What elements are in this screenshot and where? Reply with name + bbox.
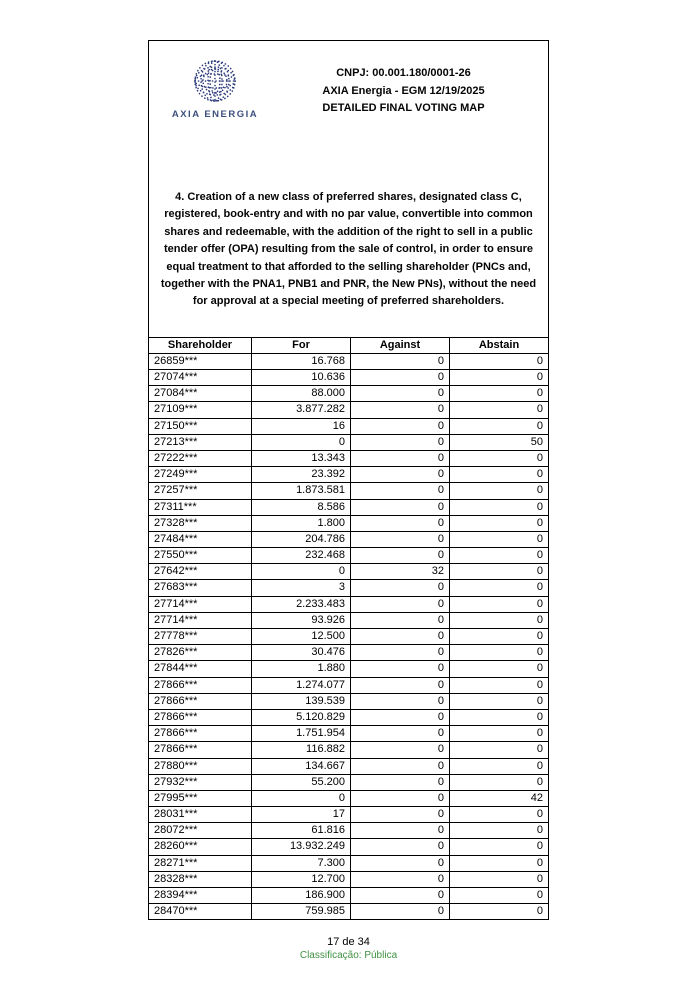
vote-value-cell: 139.539 (252, 693, 351, 709)
vote-value-cell: 0 (450, 839, 549, 855)
shareholder-cell: 27866*** (149, 677, 252, 693)
table-row (149, 596, 549, 612)
table-row (149, 402, 549, 418)
vote-value-cell: 0 (351, 774, 450, 790)
vote-value-cell: 12.700 (252, 871, 351, 887)
vote-value-cell: 0 (351, 418, 450, 434)
vote-value-cell: 1.274.077 (252, 677, 351, 693)
vote-value-cell: 17 (252, 807, 351, 823)
vote-value-cell: 0 (450, 450, 549, 466)
company-logo (163, 51, 267, 120)
vote-value-cell: 0 (252, 790, 351, 806)
vote-value-cell: 0 (351, 499, 450, 515)
vote-value-cell: 0 (450, 807, 549, 823)
shareholder-cell: 27222*** (149, 450, 252, 466)
vote-value-cell: 0 (351, 839, 450, 855)
voting-table-body (149, 353, 549, 920)
table-row (149, 483, 549, 499)
table-row (149, 353, 549, 369)
vote-value-cell: 1.800 (252, 515, 351, 531)
vote-value-cell: 0 (450, 774, 549, 790)
vote-value-cell: 1.880 (252, 661, 351, 677)
table-row (149, 515, 549, 531)
table-row (149, 677, 549, 693)
vote-value-cell: 55.200 (252, 774, 351, 790)
vote-value-cell: 7.300 (252, 855, 351, 871)
table-row (149, 742, 549, 758)
vote-value-cell: 0 (450, 709, 549, 725)
table-row (149, 774, 549, 790)
table-row (149, 386, 549, 402)
vote-value-cell: 0 (351, 629, 450, 645)
vote-value-cell: 0 (351, 596, 450, 612)
vote-value-cell: 16 (252, 418, 351, 434)
vote-value-cell: 0 (450, 855, 549, 871)
vote-value-cell: 13.343 (252, 450, 351, 466)
table-row (149, 418, 549, 434)
shareholder-cell: 27642*** (149, 564, 252, 580)
vote-value-cell: 61.816 (252, 823, 351, 839)
vote-value-cell: 0 (450, 483, 549, 499)
vote-value-cell: 0 (450, 693, 549, 709)
document-content-box (148, 40, 549, 920)
vote-value-cell: 0 (351, 645, 450, 661)
vote-value-cell: 50 (450, 434, 549, 450)
against-column-header: Against (351, 337, 450, 353)
vote-value-cell: 0 (450, 402, 549, 418)
table-row (149, 790, 549, 806)
table-row (149, 531, 549, 547)
table-row (149, 693, 549, 709)
vote-value-cell: 0 (450, 370, 549, 386)
vote-value-cell: 0 (450, 645, 549, 661)
abstain-column-header: Abstain (450, 337, 549, 353)
shareholder-cell: 28031*** (149, 807, 252, 823)
table-row (149, 645, 549, 661)
vote-value-cell: 0 (351, 742, 450, 758)
vote-value-cell: 0 (450, 629, 549, 645)
meeting-title-line: AXIA Energia - EGM 12/19/2025 (322, 84, 485, 97)
vote-value-cell: 0 (351, 450, 450, 466)
page-footer (148, 936, 549, 961)
shareholder-cell: 27257*** (149, 483, 252, 499)
vote-value-cell: 759.985 (252, 904, 351, 920)
table-row (149, 726, 549, 742)
vote-value-cell: 0 (450, 871, 549, 887)
table-row (149, 548, 549, 564)
vote-value-cell: 0 (450, 742, 549, 758)
voting-table-head (149, 337, 549, 353)
shareholder-cell: 27932*** (149, 774, 252, 790)
vote-value-cell: 0 (450, 386, 549, 402)
table-row (149, 450, 549, 466)
logo-wordmark: AXIA ENERGIA (171, 109, 259, 120)
vote-value-cell: 0 (351, 580, 450, 596)
shareholder-cell: 27074*** (149, 370, 252, 386)
shareholder-cell: 27550*** (149, 548, 252, 564)
vote-value-cell: 0 (450, 499, 549, 515)
vote-value-cell: 0 (450, 564, 549, 580)
vote-value-cell: 23.392 (252, 467, 351, 483)
vote-value-cell: 0 (351, 402, 450, 418)
dotted-globe-logo-icon (189, 57, 241, 105)
table-row (149, 580, 549, 596)
vote-value-cell: 0 (351, 386, 450, 402)
vote-value-cell: 0 (351, 758, 450, 774)
vote-value-cell: 3.877.282 (252, 402, 351, 418)
vote-value-cell: 32 (351, 564, 450, 580)
vote-value-cell: 0 (450, 515, 549, 531)
vote-value-cell: 30.476 (252, 645, 351, 661)
table-row (149, 434, 549, 450)
vote-value-cell: 0 (450, 612, 549, 628)
vote-value-cell: 0 (450, 467, 549, 483)
page-number: 17 de 34 (327, 936, 370, 948)
vote-value-cell: 0 (351, 871, 450, 887)
shareholder-cell: 28260*** (149, 839, 252, 855)
shareholder-cell: 27109*** (149, 402, 252, 418)
table-row (149, 612, 549, 628)
vote-value-cell: 0 (450, 418, 549, 434)
vote-value-cell: 0 (351, 726, 450, 742)
document-subtitle-line: DETAILED FINAL VOTING MAP (322, 102, 485, 115)
header-row (149, 337, 549, 353)
vote-value-cell: 0 (351, 467, 450, 483)
voting-table (148, 337, 549, 921)
vote-value-cell: 0 (351, 434, 450, 450)
vote-value-cell: 204.786 (252, 531, 351, 547)
shareholder-cell: 28328*** (149, 871, 252, 887)
shareholder-cell: 28072*** (149, 823, 252, 839)
vote-value-cell: 1.873.581 (252, 483, 351, 499)
vote-value-cell: 0 (351, 790, 450, 806)
vote-value-cell: 0 (450, 596, 549, 612)
vote-value-cell: 0 (351, 855, 450, 871)
vote-value-cell: 0 (351, 515, 450, 531)
vote-value-cell: 5.120.829 (252, 709, 351, 725)
vote-value-cell: 0 (450, 904, 549, 920)
vote-value-cell: 0 (450, 677, 549, 693)
table-row (149, 888, 549, 904)
table-row (149, 661, 549, 677)
vote-value-cell: 2.233.483 (252, 596, 351, 612)
vote-value-cell: 0 (252, 564, 351, 580)
table-row (149, 709, 549, 725)
shareholder-cell: 27866*** (149, 726, 252, 742)
shareholder-cell: 26859*** (149, 353, 252, 369)
vote-value-cell: 232.468 (252, 548, 351, 564)
vote-value-cell: 0 (351, 483, 450, 499)
shareholder-cell: 27866*** (149, 742, 252, 758)
header-title-block (267, 51, 540, 118)
vote-value-cell: 1.751.954 (252, 726, 351, 742)
vote-value-cell: 186.900 (252, 888, 351, 904)
shareholder-cell: 27778*** (149, 629, 252, 645)
table-row (149, 564, 549, 580)
table-row (149, 499, 549, 515)
vote-value-cell: 16.768 (252, 353, 351, 369)
table-row (149, 823, 549, 839)
vote-value-cell: 88.000 (252, 386, 351, 402)
shareholder-cell: 27714*** (149, 612, 252, 628)
vote-value-cell: 0 (351, 531, 450, 547)
vote-value-cell: 0 (450, 661, 549, 677)
table-row (149, 904, 549, 920)
table-row (149, 839, 549, 855)
vote-value-cell: 0 (450, 823, 549, 839)
shareholder-cell: 27084*** (149, 386, 252, 402)
shareholder-cell: 27866*** (149, 709, 252, 725)
table-row (149, 467, 549, 483)
vote-value-cell: 3 (252, 580, 351, 596)
shareholder-cell: 27150*** (149, 418, 252, 434)
table-row (149, 807, 549, 823)
shareholder-cell: 27213*** (149, 434, 252, 450)
vote-value-cell: 13.932.249 (252, 839, 351, 855)
agenda-item-description: 4. Creation of a new class of preferred shares, designated class C, registered, book-entry and with no par value, convertible into common shares and redeemable, with the addition of the right to sell in a public tender offer (OPA) resulting from the sale of control, in order to ensure equal treatment to that afforded to the selling shareholder (PNCs and, together with the PNA1, PNB1 and PNR, the New PNs), without the need for approval at a special meeting of preferred shareholders. (160, 191, 537, 308)
vote-value-cell: 0 (450, 548, 549, 564)
vote-value-cell: 0 (450, 726, 549, 742)
vote-value-cell: 0 (351, 888, 450, 904)
shareholder-cell: 27311*** (149, 499, 252, 515)
shareholder-cell: 27328*** (149, 515, 252, 531)
vote-value-cell: 0 (351, 548, 450, 564)
vote-value-cell: 0 (351, 370, 450, 386)
table-row (149, 758, 549, 774)
vote-value-cell: 0 (351, 612, 450, 628)
shareholder-cell: 27844*** (149, 661, 252, 677)
vote-value-cell: 0 (351, 823, 450, 839)
shareholder-cell: 27995*** (149, 790, 252, 806)
table-row (149, 629, 549, 645)
vote-value-cell: 0 (450, 888, 549, 904)
shareholder-cell: 27866*** (149, 693, 252, 709)
vote-value-cell: 0 (351, 677, 450, 693)
vote-value-cell: 8.586 (252, 499, 351, 515)
table-row (149, 855, 549, 871)
shareholder-cell: 27683*** (149, 580, 252, 596)
vote-value-cell: 0 (450, 758, 549, 774)
shareholder-column-header: Shareholder (149, 337, 252, 353)
vote-value-cell: 42 (450, 790, 549, 806)
for-column-header: For (252, 337, 351, 353)
vote-value-cell: 0 (351, 353, 450, 369)
shareholder-cell: 27714*** (149, 596, 252, 612)
shareholder-cell: 27880*** (149, 758, 252, 774)
vote-value-cell: 0 (351, 709, 450, 725)
vote-value-cell: 10.636 (252, 370, 351, 386)
shareholder-cell: 27484*** (149, 531, 252, 547)
vote-value-cell: 134.667 (252, 758, 351, 774)
document-header (149, 41, 548, 137)
shareholder-cell: 28271*** (149, 855, 252, 871)
vote-value-cell: 0 (450, 531, 549, 547)
vote-value-cell: 0 (351, 807, 450, 823)
vote-value-cell: 0 (450, 580, 549, 596)
vote-value-cell: 12.500 (252, 629, 351, 645)
table-row (149, 370, 549, 386)
vote-value-cell: 0 (351, 661, 450, 677)
vote-value-cell: 116.882 (252, 742, 351, 758)
shareholder-cell: 27826*** (149, 645, 252, 661)
vote-value-cell: 93.926 (252, 612, 351, 628)
shareholder-cell: 28394*** (149, 888, 252, 904)
vote-value-cell: 0 (252, 434, 351, 450)
vote-value-cell: 0 (450, 353, 549, 369)
shareholder-cell: 27249*** (149, 467, 252, 483)
table-row (149, 871, 549, 887)
shareholder-cell: 28470*** (149, 904, 252, 920)
vote-value-cell: 0 (351, 904, 450, 920)
vote-value-cell: 0 (351, 693, 450, 709)
classification-label: Classificação: Pública (299, 950, 398, 961)
cnpj-line: CNPJ: 00.001.180/0001-26 (336, 67, 471, 79)
